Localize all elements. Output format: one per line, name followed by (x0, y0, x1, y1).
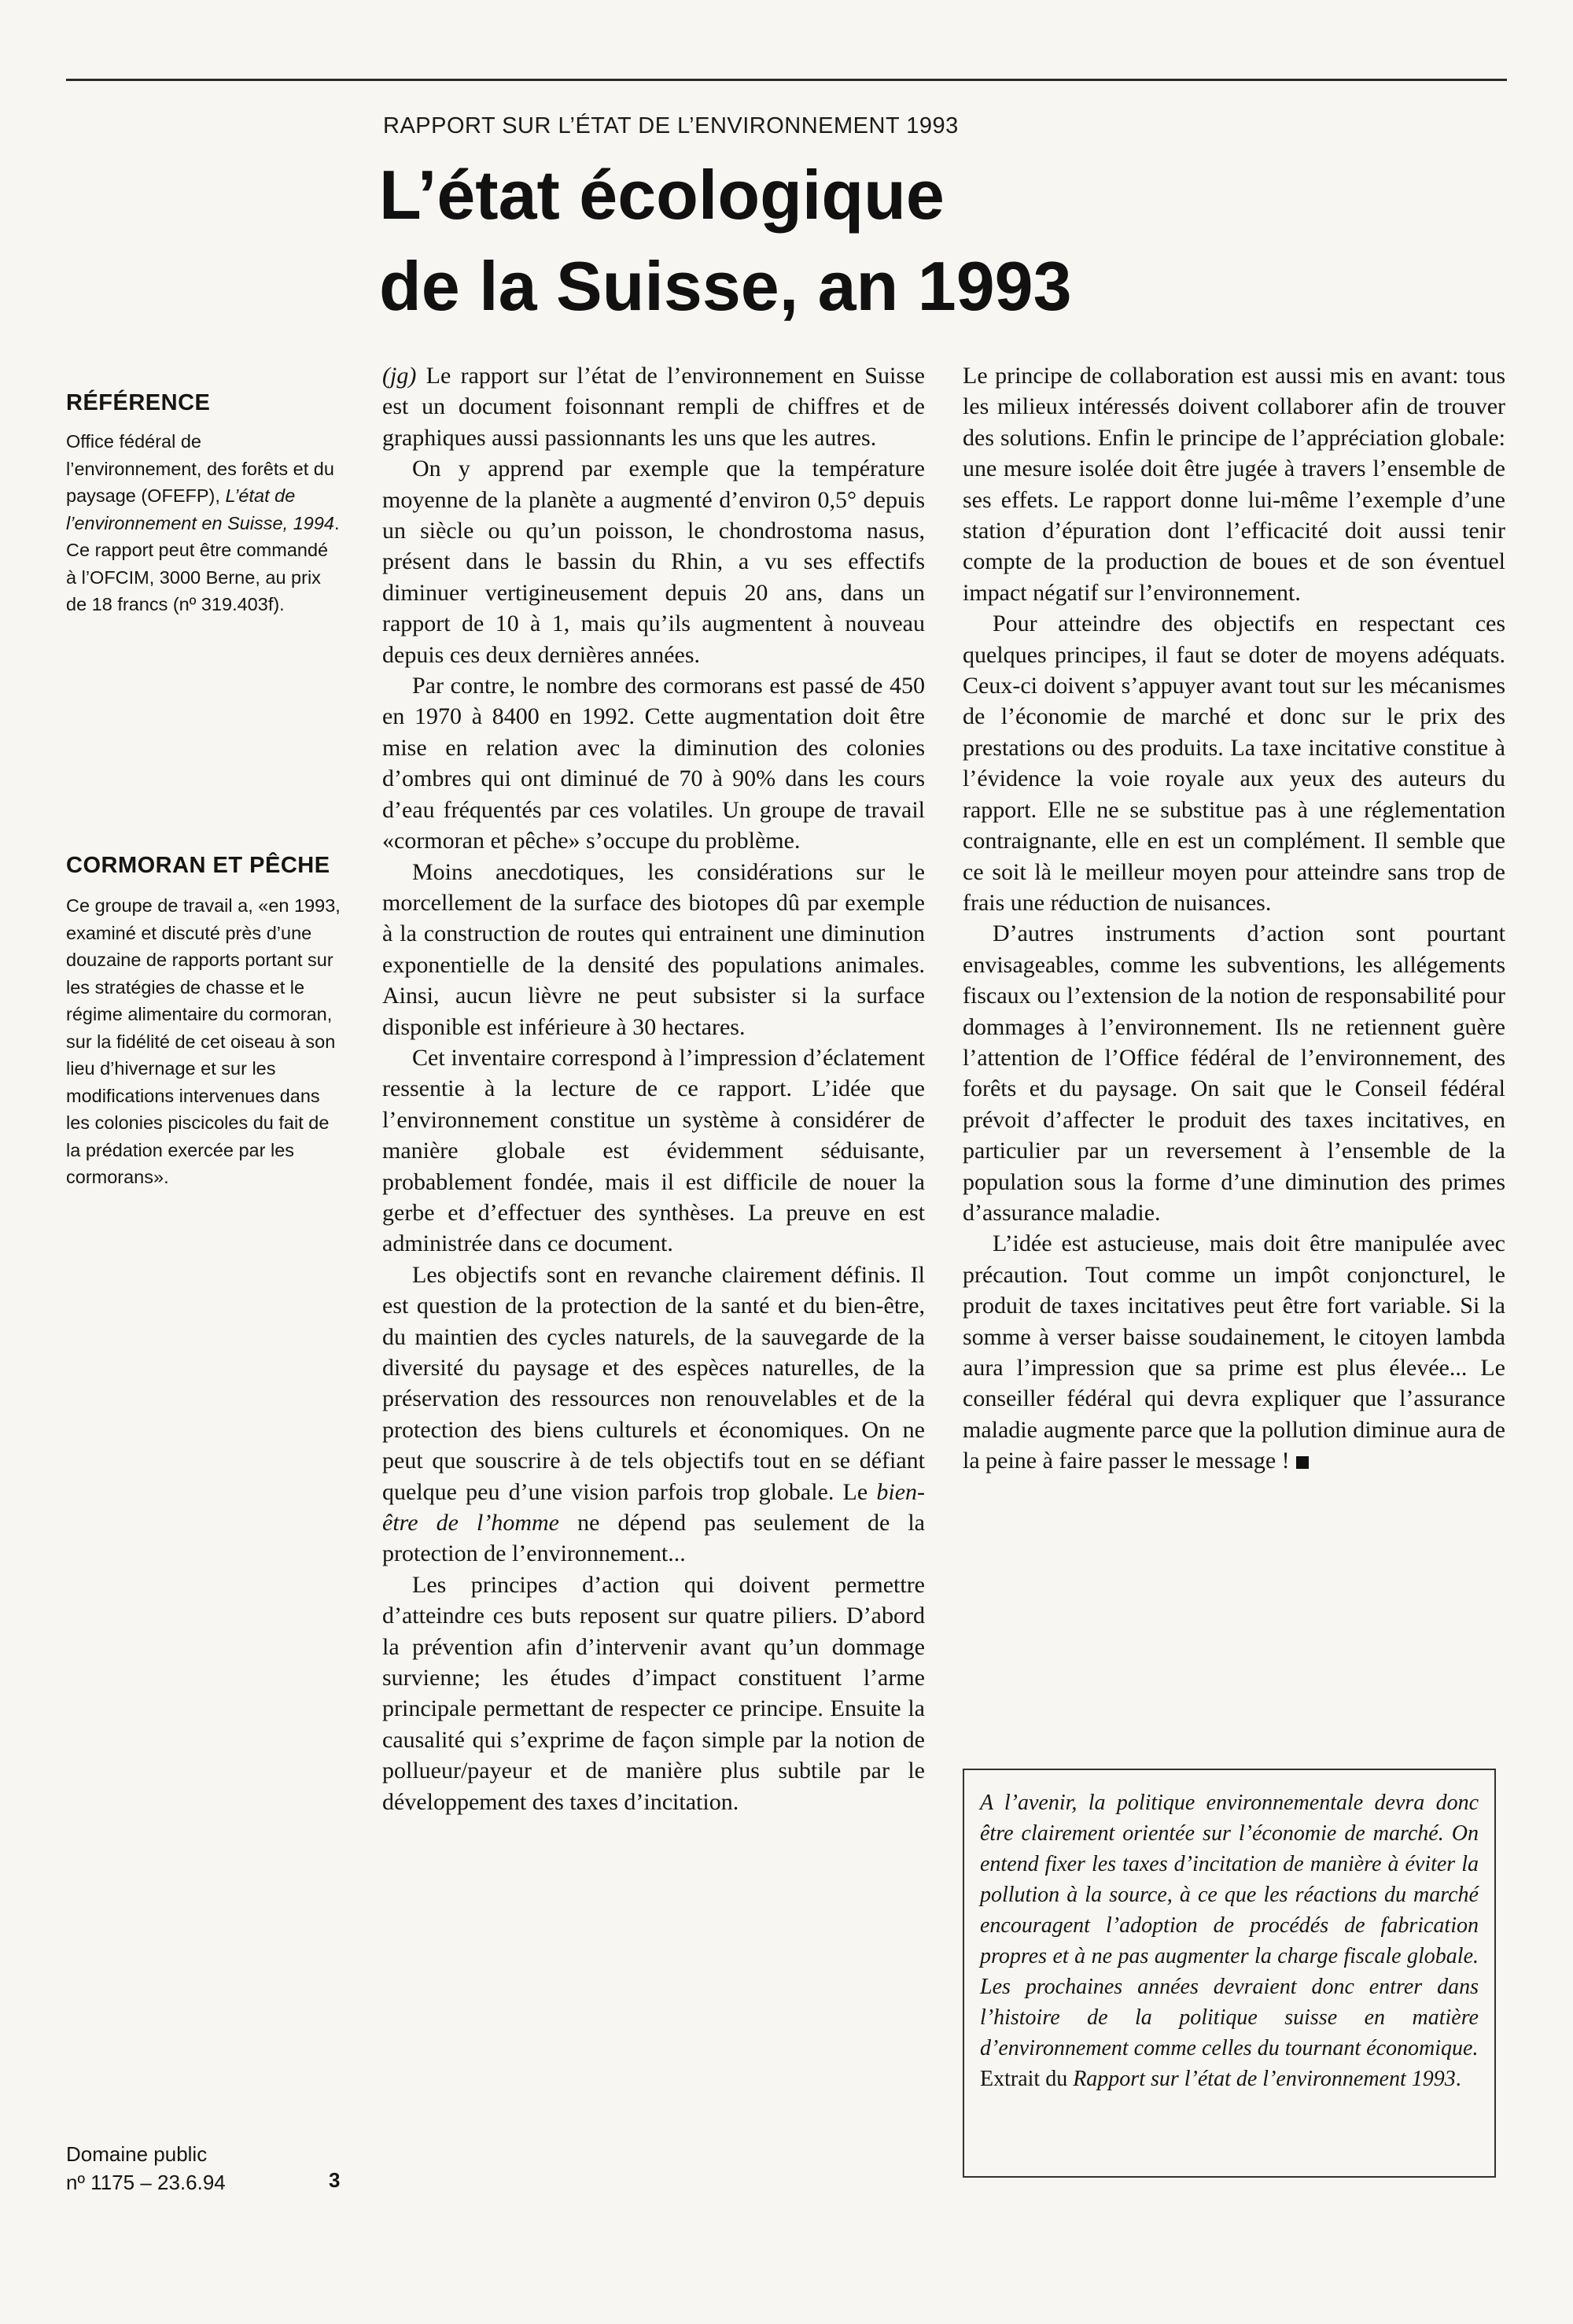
reference-heading: RÉFÉRENCE (66, 390, 211, 415)
quote-source (980, 2064, 1479, 2094)
paragraph (963, 1228, 1505, 1476)
quote-text: A l’avenir, la politique environnementale devra donc être clairement orientée sur l’économie de marché. On entend fixer les taxes d’incitation de manière à éviter la pollution à la source, à ce que les réactions du marché encouragent l’adoption de procédés de fabrication propres et à ne pas augmenter la charge fiscale globale. Les prochaines années devraient donc entrer dans l’histoire de la politique suisse en matière d’environnement comme celles du tournant économique. (980, 1791, 1479, 2060)
issue-info: nº 1175 – 23.6.94 (66, 2171, 226, 2194)
paragraph: Cet inventaire correspond à l’impression d’éclatement ressentie à la lecture de ce rapport. L’idée que l’environnement constitue un système à considérer de manière globale est évidemment séduisante, probablement fondée, mais il est difficile de nouer la gerbe et d’effectuer des synthèses. La preuve en est administrée dans ce document. (382, 1044, 925, 1257)
article-title (379, 149, 1072, 332)
paragraph-text: Le rapport sur l’état de l’environnement en Suisse est un document foisonnant rempli de chiffres et de graphiques aussi passionnants les uns que les autres. (382, 363, 925, 451)
article-column-2 (963, 360, 1505, 1477)
quote-source-pre: Extrait du (980, 2067, 1074, 2091)
paragraph: Les principes d’action qui doivent permettre d’atteindre ces buts reposent sur quatre piliers. D’abord la prévention afin d’intervenir avant qu’un dommage survienne; les études d’impact constituent l’arme principale permettant de respecter ce principe. Ensuite la causalité qui s’exprime de façon simple par la notion de pollueur/payeur et de manière plus subtile par le développement des taxes d’incitation. (382, 1571, 925, 1815)
paragraph-text: L’idée est astucieuse, mais doit être manipulée avec précaution. Tout comme un impôt conjoncturel, le produit de taxes incitatives peut être fort variable. Si la somme à verser baisse soudainement, le citoyen lambda aura l’impression que sa prime est plus élevée... Le conseiller fédéral qui devra expliquer que l’assurance maladie augmente parce que la pollution diminue aura de la peine à faire passer le message ! (963, 1230, 1505, 1474)
quote-box (963, 1769, 1496, 2178)
top-rule (66, 79, 1507, 81)
paragraph: Moins anecdotiques, les considérations sur le morcellement de la surface des biotopes dû par exemple à la construction de routes qui entrainent une diminution exponentielle de la densité des populations animales. Ainsi, aucun lièvre ne peut subsister si la surface disponible est inférieure à 30 hectares. (382, 858, 925, 1040)
title-line-2: de la Suisse, an 1993 (379, 247, 1072, 325)
page-number: 3 (329, 2168, 341, 2192)
reference-pre: Office fédéral de l’environnement, des forêts et du paysage (OFEFP), (66, 431, 334, 506)
quote-source-title: Rapport sur l’état de l’environnement 1993 (1073, 2067, 1456, 2091)
author-initials: (jg) (382, 363, 417, 389)
paragraph (382, 1260, 925, 1570)
paragraph: Le principe de collaboration est aussi mis en avant: tous les milieux intéressés doivent collaborer afin de trouver des solutions. Enfin le principe de l’appréciation globale: une mesure isolée doit être jugée à travers l’ensemble de ses effets. Le rapport donne lui-même l’exemple d’une station d’épuration dont l’efficacité doit aussi tenir compte de la production de boues et de son éventuel impact négatif sur l’environnement. (963, 363, 1505, 606)
reference-title-italic: L’état de l’environnement en Suisse, 1994 (66, 485, 334, 533)
paragraph: D’autres instruments d’action sont pourtant envisageables, comme les subventions, les allégements fiscaux ou l’extension de la notion de responsabilité pour dommages à l’environnement. Ils ne retiennent guère l’attention de l’Office fédéral de l’environnement, des forêts et du paysage. On sait que le Conseil fédéral prévoit d’affecter le produit des taxes incitatives, en particulier par un reversement à l’ensemble de la population sous la forme d’une diminution des primes d’assurance maladie. (963, 920, 1505, 1226)
paragraph: Par contre, le nombre des cormorans est passé de 450 en 1970 à 8400 en 1992. Cette augmentation doit être mise en relation avec la diminution des colonies d’ombres qui ont diminué de 70 à 90% dans les cours d’eau fréquentés par ces volatiles. Un groupe de travail «cormoran et pêche» s’occupe du problème. (382, 673, 925, 854)
reference-post: . Ce rapport peut être commandé à l’OFCIM, 3000 Berne, au prix de 18 francs (nº 319.403f). (66, 512, 340, 614)
footer (66, 2140, 226, 2197)
paragraph-text: Les objectifs sont en revanche clairement définis. Il est question de la protection de la santé et du bien-être, du maintien des cycles naturels, de la sauvegarde de la diversité du paysage et des espèces naturelles, de la préservation des ressources non renouvelables et de la protection des biens culturels et économiques. On ne peut que souscrire à de tels objectifs tout en se défiant quelque peu d’une vision parfois trop globale. Le (382, 1261, 925, 1505)
cormoran-heading: CORMORAN ET PÊCHE (66, 853, 330, 878)
title-line-1: L’état écologique (379, 156, 945, 234)
section-kicker: RAPPORT SUR L’ÉTAT DE L’ENVIRONNEMENT 1993 (383, 113, 959, 138)
paragraph: On y apprend par exemple que la température moyenne de la planète a augmenté d’environ 0,5° depuis un siècle ou qu’un poisson, le chondrostoma nasus, présent dans le bassin du Rhin, a vu ses effectifs diminuer vertigineusement depuis 20 ans, dans un rapport de 10 à 1, mais qu’ils augmentent à nouveau depuis ces deux dernières années. (382, 456, 925, 668)
paragraph-text: ne dépend pas seulement de la protection de l’environnement... (382, 1510, 925, 1567)
quote-source-post: . (1455, 2067, 1461, 2091)
italic-phrase: bien-être de l’homme (382, 1478, 925, 1536)
article-column-1 (382, 360, 925, 1817)
end-mark-icon (1296, 1456, 1309, 1469)
paragraph (382, 360, 925, 453)
cormoran-text: Ce groupe de travail a, «en 1993, examiné et discuté près d’une douzaine de rapports portant sur les stratégies de chasse et le régime alimentaire du cormoran, sur la fidélité de cet oiseau à son lieu d’hivernage et sur les modifications intervenues dans les colonies piscicoles du fait de la prédation exercée par les cormorans». (66, 895, 341, 1187)
reference-text (66, 428, 341, 618)
publication-name: Domaine public (66, 2142, 208, 2166)
paragraph: Pour atteindre des objectifs en respectant ces quelques principes, il faut se doter de moyens adéquats. Ceux-ci doivent s’appuyer avant tout sur les mécanismes de l’économie de marché et donc sur le prix des prestations ou des produits. La taxe incitative constitue à l’évidence la voie royale aux yeux des auteurs du rapport. Elle ne se substitue pas à une réglementation contraignante, elle en est un complément. Il semble que ce soit là le meilleur moyen pour atteindre sans trop de frais une réduction de nuisances. (963, 611, 1505, 916)
